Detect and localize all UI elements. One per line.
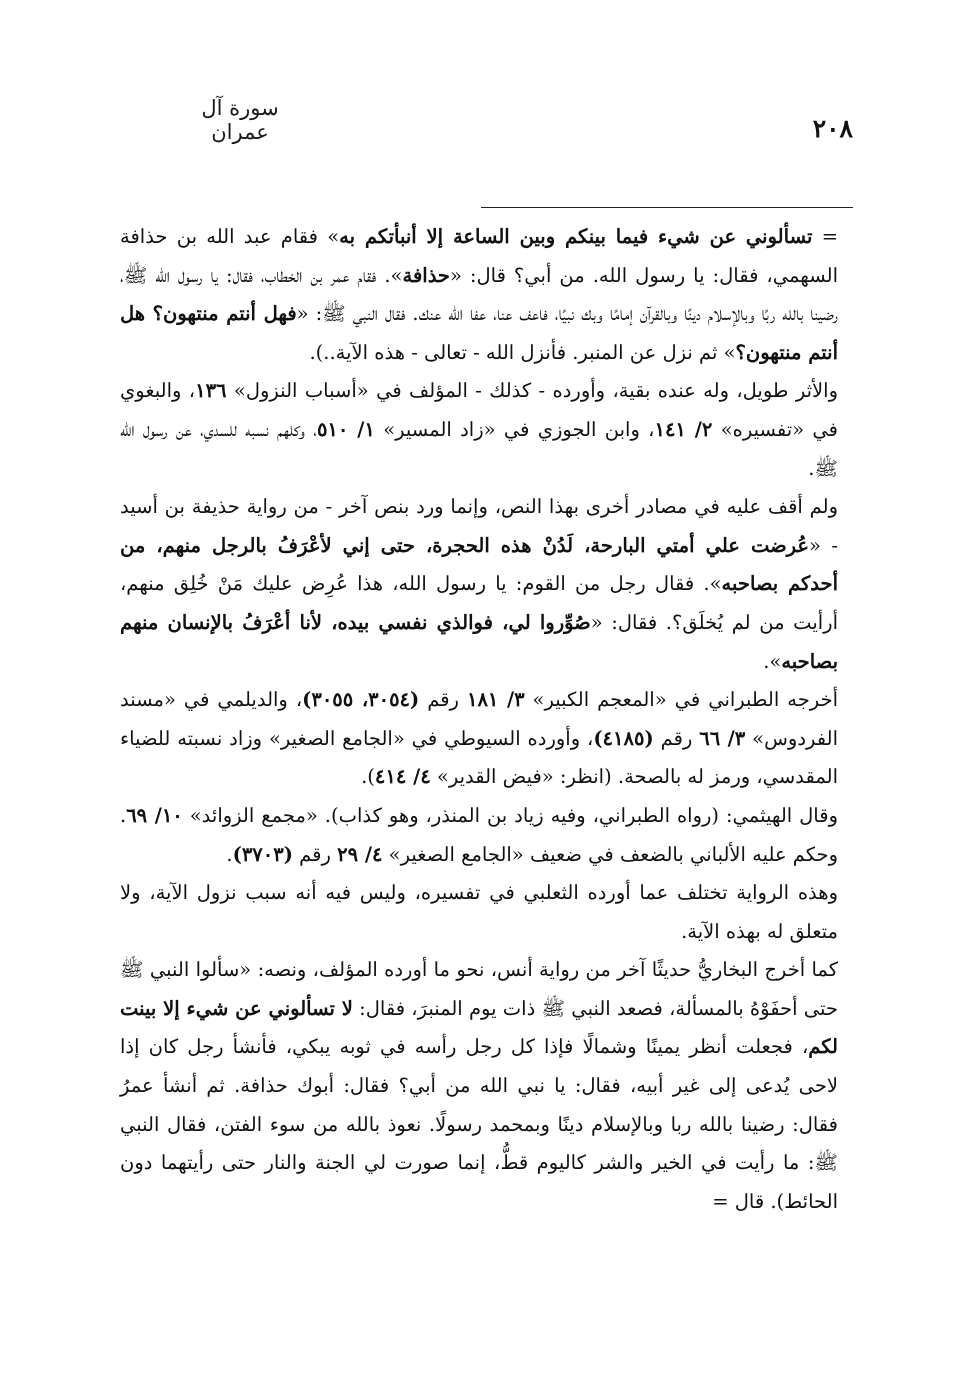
paragraph-text: ، فجعلت أنظر يمينًا وشمالًا فإذا كل رجل رأسه في ثوبه يبكي، فأنشأ رجل كان إذا لاحى يُدعى إلى غير أبيه، فقال: يا نبي الله من أبي؟ فقال: أبوك حذافة. ثم أنشأ عمرُ فقال: رضينا بالله ربا وبالإسلام دينًا وبمحمد رسولًا. نعوذ بالله من سوء الفتن، فقال النبي ﷺ: ما رأيت في الخير والشر كاليوم قطُّ، إنما صورت لي الجنة والنار حتى رأيتهما دون الحائط). قال =: [120, 1035, 838, 1213]
emphasized-text: ٤/ ٢٩: [337, 842, 383, 866]
paragraph-text: ).: [361, 765, 375, 789]
paragraph-text: ، وأورده السيوطي في «الجامع الصغير» وزاد نسبته للضياء المقدسي، ورمز له بالصحة. (انظر: «فيض القدير»: [120, 726, 838, 789]
emphasized-text: ٣/ ١٨١: [466, 688, 525, 712]
emphasized-text: ١/ ٥١٠: [316, 417, 375, 441]
emphasized-text: (٣٧٠٣): [232, 842, 293, 866]
running-header-surah: سورة آل عمران: [201, 96, 279, 144]
paragraph-text: ، والبغوي في «تفسيره»: [120, 379, 839, 441]
paragraph-text: » فقام عبد الله بن حذافة السهمي، فقال: يا رسول الله. من أبي؟ قال: «: [120, 225, 838, 287]
footnote-paragraph: [120, 488, 838, 681]
paragraph-text: ، وابن الجوزي في «زاد المسير»: [374, 417, 655, 441]
paragraph-text: رقم: [419, 688, 467, 712]
footnote-body: [120, 218, 838, 1221]
footnote-paragraph: [120, 797, 838, 874]
paragraph-text: ».: [763, 649, 782, 673]
emphasized-text: ٤/ ٤١٤: [374, 765, 431, 789]
footnote-paragraph: [120, 218, 838, 372]
paragraph-text: وقال الهيثمي: (رواه الطبراني، وفيه زياد بن المنذر، وهو كذاب). «مجمع الزوائد»: [182, 803, 838, 827]
footnote-paragraph: [120, 874, 838, 951]
emphasized-text: عُرضت علي أمتي البارحة، لَدُنْ هذه الحجرة، حتى إني لأعْرَفُ بالرجل منهم، من أحدكم بصاحبه: [120, 533, 838, 596]
paragraph-text: وهذه الرواية تختلف عما أورده الثعلبي في تفسيره، وليس فيه أنه سبب نزول الآية، ولا متعلق له بهذه الآية.: [120, 881, 838, 943]
emphasized-text: (٣٠٥٤، ٣٠٥٥): [302, 688, 420, 712]
footnote-separator-rule: [481, 207, 853, 208]
emphasized-text: لا تسألوني عن شيء إلا بينت لكم: [120, 996, 838, 1059]
paragraph-text: =: [812, 225, 838, 248]
paragraph-text: ». فقال رجل من القوم: يا رسول الله، هذا عُرِض عليك مَنْ خُلِق منهم، أرأيت من لم يُخلَق؟. فقال: «: [120, 572, 838, 634]
paragraph-text: ، وكلهم نسبه للسدي، عن رسول الله ﷺ.: [120, 417, 838, 480]
paragraph-text: ، والديلمي في «مسند الفردوس»: [120, 688, 838, 750]
emphasized-text: ١٠/ ٦٩: [126, 803, 183, 827]
paragraph-text: » ثم نزل عن المنبر. فأنزل الله - تعالى - هذه الآية..).: [309, 340, 736, 364]
emphasized-text: ١٣٦: [195, 379, 227, 403]
emphasized-text: ٢/ ١٤١: [654, 417, 713, 441]
emphasized-text: تسألوني عن شيء فيما بينكم وبين الساعة إلا أنبأتكم به: [339, 225, 813, 248]
footnote-paragraph: [120, 372, 838, 488]
paragraph-text: رقم: [653, 726, 700, 750]
emphasized-text: (٤١٨٥): [593, 726, 654, 750]
emphasized-text: فهل أنتم منتهون؟ هل أنتم منتهون؟: [120, 302, 838, 364]
paragraph-text: كما أخرج البخاريُّ حديثًا آخر من رواية أنس، نحو ما أورده المؤلف، ونصه: «سألوا النبي ﷺ حتى أحفَوْهُ بالمسألة، فصعد النبي ﷺ ذات يوم المنبرَ، فقال:: [120, 958, 838, 1020]
paragraph-text: والأثر طويل، وله عنده بقية، وأورده - كذلك - المؤلف في «أسباب النزول»: [226, 379, 838, 403]
emphasized-text: حذافة: [402, 263, 450, 287]
emphasized-text: ٣/ ٦٦: [699, 726, 746, 750]
paragraph-text: .: [226, 842, 233, 866]
footnote-paragraph: [120, 681, 838, 797]
paragraph-text: أخرجه الطبراني في «المعجم الكبير»: [524, 688, 839, 712]
paragraph-text: رقم: [292, 842, 338, 866]
paragraph-text: ولم أقف عليه في مصادر أخرى بهذا النص، وإنما ورد بنص آخر - من رواية حذيفة بن أسيد - «: [120, 495, 839, 557]
paragraph-text: ». فقام عمر بن الخطاب، فقال: يا رسول الله ﷺ، رضينا بالله ربًا وبالإسلام دينًا وبالقرآن إمامًا وبك نبيًا، فاعف عنا، عفا الله عنك. فقال النبي ﷺ: «: [120, 263, 839, 326]
page-number: ٢٠٨: [812, 114, 853, 143]
footnote-paragraph: [120, 951, 838, 1221]
paragraph-text: . وحكم عليه الألباني بالضعف في ضعيف «الجامع الصغير»: [120, 803, 838, 866]
emphasized-text: صُوِّروا لي، فوالذي نفسي بيده، لأنا أعْرَفُ بالإنسان منهم بصاحبه: [120, 610, 838, 673]
